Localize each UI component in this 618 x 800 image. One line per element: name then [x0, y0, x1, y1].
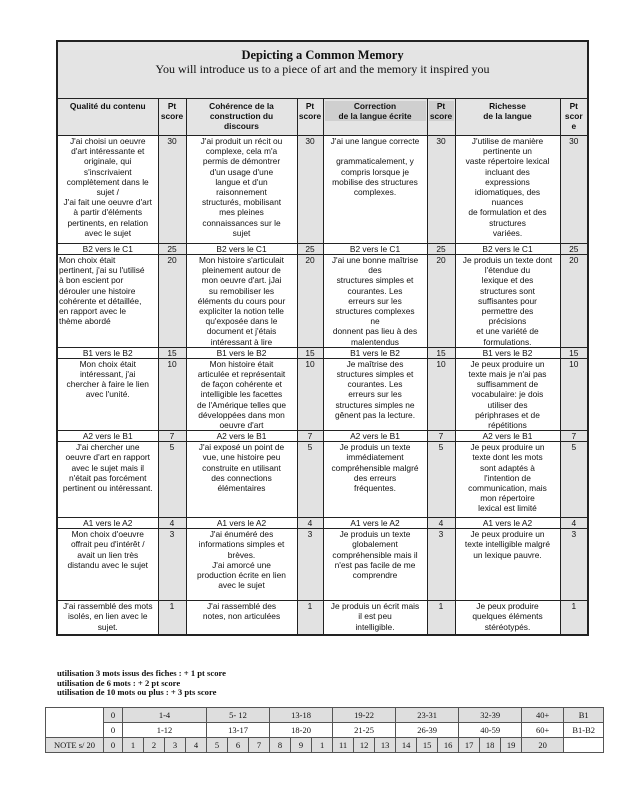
- level-label: B1 vers le B2: [323, 347, 427, 358]
- criteria-cell: Je produis un texte globalement compréhensible mais il n'est pas facile de me comprendre: [323, 529, 427, 601]
- note-cell: 7: [249, 738, 270, 753]
- criteria-cell: Je peux produire quelques éléments stéréotypés.: [455, 601, 560, 635]
- level-row: [57, 244, 588, 255]
- page-title: Depicting a Common Memory: [241, 48, 404, 62]
- score-cell: 5: [297, 442, 323, 518]
- level-label: A1 vers le A2: [186, 518, 297, 529]
- bonus-note: utilisation 3 mots issus des fiches : + 1 pt score: [57, 668, 226, 678]
- range-cell: 19-22: [333, 708, 396, 723]
- range-cell: 26-39: [396, 723, 459, 738]
- level-score: 25: [297, 244, 323, 255]
- criteria-row: [57, 601, 588, 635]
- criteria-row: [57, 136, 588, 244]
- criteria-cell: J'ai produit un récit ou complexe, cela m'a permis de démontrer d'un usage d'une langue et d'un raisonnement structurés, mobilisant mes pleines connaissances sur le sujet: [186, 136, 297, 244]
- note-cell: 5: [207, 738, 228, 753]
- score-cell: 3: [297, 529, 323, 601]
- criteria-cell: J'utilise de manière pertinente un vaste répertoire lexical incluant des expressions idiomatiques, des nuances de formulation et des structures variées.: [455, 136, 560, 244]
- note-cell: 19: [501, 738, 522, 753]
- score-cell: 30: [158, 136, 186, 244]
- header-richesse: Richesse de la langue: [455, 99, 560, 136]
- criteria-cell: Mon choix d'oeuvre offrait peu d'intérêt / avait un lien très distandu avec le sujet: [57, 529, 158, 601]
- level-cell: B1-B2: [564, 723, 604, 738]
- level-score: 7: [427, 431, 455, 442]
- level-score: 4: [297, 518, 323, 529]
- header-pt-score: Pt score: [297, 99, 323, 136]
- criteria-cell: J'ai exposé un point de vue, une histoire peu construite en utilisant des connections élémentaires: [186, 442, 297, 518]
- criteria-cell: J'ai chercher une oeuvre d'art en rapport avec le sujet mais il n'était pas forcément pertinent ou intéressant.: [57, 442, 158, 518]
- page-subtitle: You will introduce us to a piece of art and the memory it inspired you: [155, 62, 490, 76]
- score-cell: 20: [158, 255, 186, 348]
- range-cell: 1-4: [123, 708, 207, 723]
- blank-cell: [46, 708, 104, 738]
- level-label: A2 vers le B1: [57, 431, 158, 442]
- header-row: [57, 99, 588, 136]
- note-cell: 17: [459, 738, 480, 753]
- level-label: B2 vers le C1: [323, 244, 427, 255]
- bonus-note: utilisation de 10 mots ou plus : + 3 pts score: [57, 687, 217, 698]
- score-cell: 1: [158, 601, 186, 635]
- criteria-cell: Mon choix était intéressant, j'ai chercher à faire le lien avec l'unité.: [57, 358, 158, 430]
- score-cell: 3: [427, 529, 455, 601]
- range-cell: 21-25: [333, 723, 396, 738]
- criteria-cell: J'ai rassemblé des notes, non articulées: [186, 601, 297, 635]
- score-cell: 5: [560, 442, 588, 518]
- level-label: A2 vers le B1: [455, 431, 560, 442]
- score-cell: 20: [297, 255, 323, 348]
- header-correction: [323, 99, 427, 136]
- criteria-cell: Mon histoire était articulée et représentait de façon cohérente et intelligible les facettes de l'Amérique telles que développées dans mon oeuvre d'art: [186, 358, 297, 430]
- score-cell: 10: [427, 358, 455, 430]
- level-label: A2 vers le B1: [323, 431, 427, 442]
- note-cell: 6: [228, 738, 249, 753]
- level-score: 15: [560, 347, 588, 358]
- level-score: 25: [560, 244, 588, 255]
- level-score: 7: [297, 431, 323, 442]
- level-row: [57, 347, 588, 358]
- score-cell: 10: [297, 358, 323, 430]
- criteria-cell: J'ai choisi un oeuvre d'art intéressante et originale, qui s'inscrivaient complètement dans le sujet / J'ai fait une oeuvre d'art à partir d'éléments pertinents, en relation avec le sujet: [57, 136, 158, 244]
- level-label: A1 vers le A2: [455, 518, 560, 529]
- criteria-cell: J'ai énuméré des informations simples et brèves. J'ai amorcé une production écrite en lien avec le sujet: [186, 529, 297, 601]
- criteria-cell: J'ai une langue correcte grammaticalement, y compris lorsque je mobilise des structures complexes.: [323, 136, 427, 244]
- criteria-cell: Mon choix était pertinent, j'ai su l'utilisé à bon escient por dérouler une histoire cohérente et détaillée, en rapport avec le thème abordé: [57, 255, 158, 348]
- note-cell: 18: [480, 738, 501, 753]
- criteria-cell: J'ai une bonne maîtrise des structures simples et courantes. Les erreurs sur les structures complexes ne donnent pas lieu à des malentendus: [323, 255, 427, 348]
- header-pt-score: Pt scor e: [560, 99, 588, 136]
- level-score: 15: [158, 347, 186, 358]
- note-cell: 11: [333, 738, 354, 753]
- criteria-cell: Je maîtrise des structures simples et courantes. Les erreurs sur les structures simples ne gênent pas la lecture.: [323, 358, 427, 430]
- score-cell: 1: [297, 601, 323, 635]
- level-row: [57, 518, 588, 529]
- header-qualite: Qualité du contenu: [57, 99, 158, 136]
- header-coherence: Cohérence de la construction du discours: [186, 99, 297, 136]
- level-label: A1 vers le A2: [57, 518, 158, 529]
- conversion-row-notes: [46, 738, 604, 753]
- range-cell: 13-18: [270, 708, 333, 723]
- level-label: B1 vers le B2: [186, 347, 297, 358]
- level-score: 15: [427, 347, 455, 358]
- level-label: A1 vers le A2: [323, 518, 427, 529]
- score-cell: 1: [560, 601, 588, 635]
- title-banner: [57, 41, 588, 99]
- score-cell: 5: [158, 442, 186, 518]
- score-cell: 10: [560, 358, 588, 430]
- header-pt-score: Pt score: [158, 99, 186, 136]
- score-cell: 3: [158, 529, 186, 601]
- criteria-row: [57, 358, 588, 430]
- note-cell: 12: [354, 738, 375, 753]
- header-pt-score: [427, 99, 455, 136]
- note-cell: 1: [312, 738, 333, 753]
- level-score: 7: [560, 431, 588, 442]
- blank-cell: [564, 738, 604, 753]
- conversion-table: [45, 707, 604, 753]
- range-cell: 40+: [522, 708, 564, 723]
- level-score: 25: [427, 244, 455, 255]
- level-label: B2 vers le C1: [455, 244, 560, 255]
- range-cell: 1-12: [123, 723, 207, 738]
- score-cell: 1: [427, 601, 455, 635]
- level-score: 25: [158, 244, 186, 255]
- bonus-note: utilisation de 6 mots : + 2 pt score: [57, 677, 181, 688]
- level-score: 4: [560, 518, 588, 529]
- score-cell: 30: [297, 136, 323, 244]
- criteria-row: [57, 529, 588, 601]
- criteria-cell: Je peux produire un texte mais je n'ai pas suffisamment de vocabulaire: je dois utiliser des périphrases et de répétitions: [455, 358, 560, 430]
- criteria-cell: J'ai rassemblé des mots isolés, en lien avec le sujet.: [57, 601, 158, 635]
- note-cell: 4: [186, 738, 207, 753]
- range-cell: 5- 12: [207, 708, 270, 723]
- criteria-cell: Je produis un écrit mais il est peu intelligible.: [323, 601, 427, 635]
- note-cell: 13: [375, 738, 396, 753]
- level-label: B1 vers le B2: [57, 347, 158, 358]
- level-label: B1 vers le B2: [455, 347, 560, 358]
- note-cell: 8: [270, 738, 291, 753]
- conversion-row-2: [46, 723, 604, 738]
- level-label: B2 vers le C1: [186, 244, 297, 255]
- level-label: A2 vers le B1: [186, 431, 297, 442]
- criteria-cell: Je produis un texte immédiatement compréhensible malgré des erreurs fréquentes.: [323, 442, 427, 518]
- criteria-cell: Je peux produire un texte dont les mots sont adaptés à l'intention de communication, mais mon répertoire lexical est limité: [455, 442, 560, 518]
- criteria-row: [57, 255, 588, 348]
- score-cell: 10: [158, 358, 186, 430]
- range-cell: 18-20: [270, 723, 333, 738]
- note-cell: 1: [123, 738, 144, 753]
- header-pt-score-label: Pt score: [429, 101, 453, 122]
- score-cell: 5: [427, 442, 455, 518]
- score-cell: 3: [560, 529, 588, 601]
- note-cell: 9: [291, 738, 312, 753]
- criteria-cell: Mon histoire s'articulait pleinement autour de mon oeuvre d'art. jJai su remobiliser les éléments du cours pour expliciter la notion telle qu'exposée dans le document et j'étais intéressant à lire: [186, 255, 297, 348]
- note-cell: 20: [522, 738, 564, 753]
- conversion-row-1: [46, 708, 604, 723]
- level-score: 15: [297, 347, 323, 358]
- level-cell: B1: [564, 708, 604, 723]
- note-label: NOTE s/ 20: [46, 738, 104, 753]
- criteria-cell: Je produis un texte dont l'étendue du lexique et des structures sont suffisantes pour permettre des précisions et une variété de formulations.: [455, 255, 560, 348]
- range-cell: 32-39: [459, 708, 522, 723]
- level-label: B2 vers le C1: [57, 244, 158, 255]
- level-score: 7: [158, 431, 186, 442]
- note-cell: 2: [144, 738, 165, 753]
- score-cell: 20: [560, 255, 588, 348]
- note-cell: 14: [396, 738, 417, 753]
- range-cell: 40-59: [459, 723, 522, 738]
- note-cell: 15: [417, 738, 438, 753]
- range-cell: 23-31: [396, 708, 459, 723]
- rubric-table: [56, 40, 589, 636]
- score-cell: 20: [427, 255, 455, 348]
- header-correction-label: Correction de la langue écrite: [325, 101, 426, 121]
- criteria-cell: Je peux produire un texte intelligible malgré un lexique pauvre.: [455, 529, 560, 601]
- score-cell: 30: [560, 136, 588, 244]
- criteria-row: [57, 442, 588, 518]
- range-cell: 60+: [522, 723, 564, 738]
- score-cell: 30: [427, 136, 455, 244]
- bonus-notes: [57, 669, 226, 698]
- level-row: [57, 431, 588, 442]
- note-cell: 0: [104, 738, 123, 753]
- range-cell: 13-17: [207, 723, 270, 738]
- range-cell: 0: [104, 708, 123, 723]
- level-score: 4: [158, 518, 186, 529]
- note-cell: 16: [438, 738, 459, 753]
- range-cell: 0: [104, 723, 123, 738]
- level-score: 4: [427, 518, 455, 529]
- note-cell: 3: [165, 738, 186, 753]
